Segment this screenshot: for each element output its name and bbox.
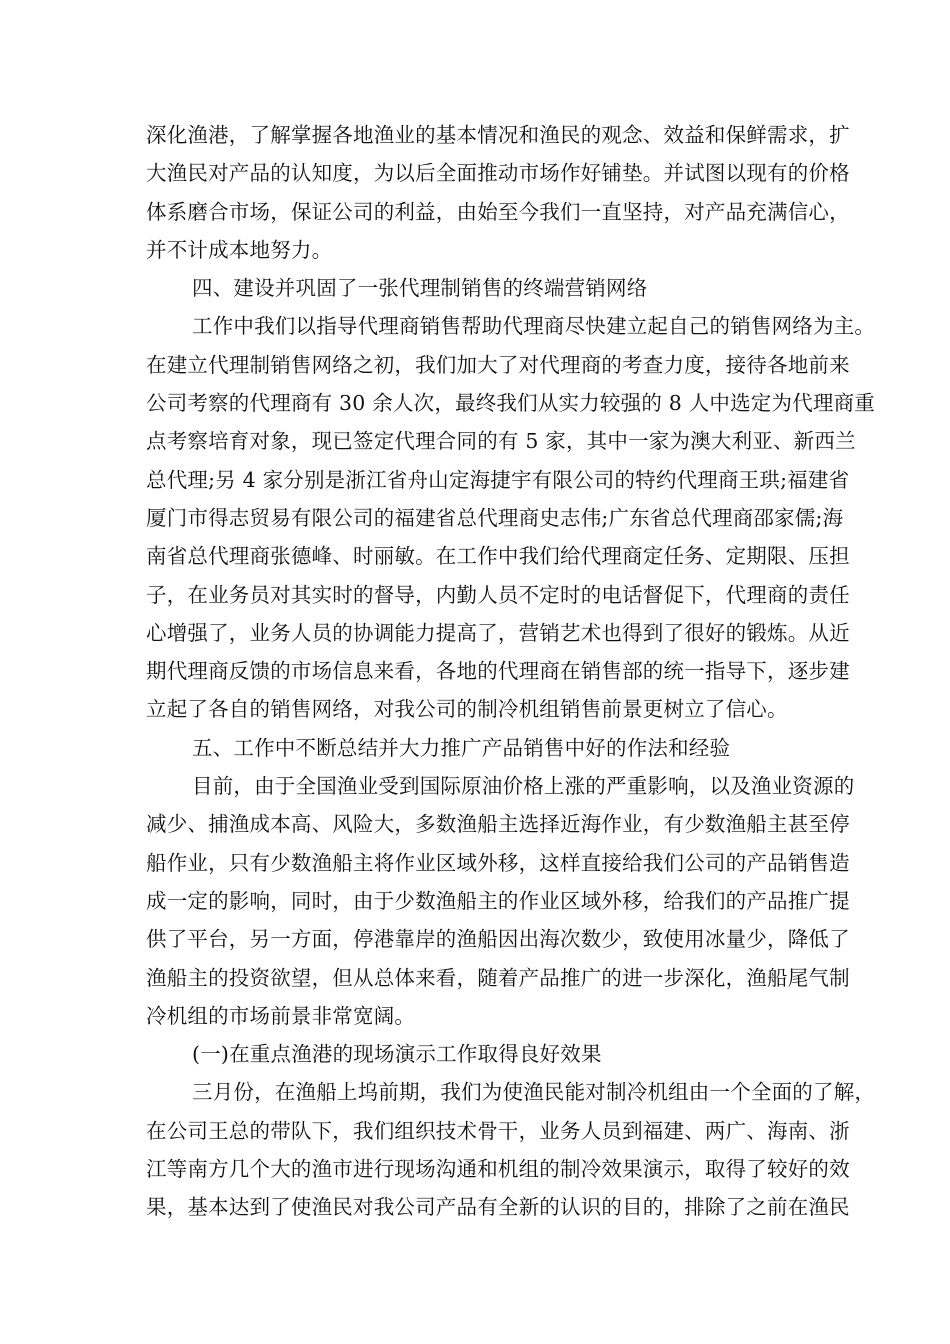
text-line: (一)在重点渔港的现场演示工作取得良好效果 — [192, 1042, 602, 1067]
text-line: 三月份，在渔船上坞前期，我们为使渔民能对制冷机组由一个全面的了解， — [192, 1080, 876, 1105]
text-line: 工作中我们以指导代理商销售帮助代理商尽快建立起自己的销售网络为主。 — [192, 314, 876, 339]
text-line: 五、工作中不断总结并大力推广产品销售中好的作法和经验 — [192, 735, 731, 760]
text-line: 期代理商反馈的市场信息来看，各地的代理商在销售部的统一指导下，逐步建 — [146, 659, 850, 684]
text-line: 四、建设并巩固了一张代理制销售的终端营销网络 — [192, 276, 648, 301]
text-line: 大渔民对产品的认知度，为以后全面推动市场作好铺垫。并试图以现有的价格 — [146, 161, 850, 186]
text-line: 立起了各自的销售网络，对我公司的制冷机组销售前景更树立了信心。 — [146, 697, 788, 722]
text-line: 南省总代理商张德峰、时丽敏。在工作中我们给代理商定任务、定期限、压担 — [146, 544, 850, 569]
text-line: 船作业，只有少数渔船主将作业区域外移，这样直接给我们公司的产品销售造 — [146, 850, 850, 875]
text-line: 渔船主的投资欲望，但从总体来看，随着产品推广的进一步深化，渔船尾气制 — [146, 965, 850, 990]
text-line: 总代理;另 4 家分别是浙江省舟山定海捷宇有限公司的特约代理商王珙;福建省 — [146, 467, 850, 492]
text-line: 在公司王总的带队下，我们组织技术骨干，业务人员到福建、两广、海南、浙 — [146, 1118, 850, 1143]
text-line: 点考察培育对象，现已签定代理合同的有 5 家，其中一家为澳大利亚、新西兰 — [146, 429, 856, 454]
text-line: 江等南方几个大的渔市进行现场沟通和机组的制冷效果演示，取得了较好的效 — [146, 1157, 850, 1182]
text-line: 供了平台，另一方面，停港靠岸的渔船因出海次数少，致使用冰量少，降低了 — [146, 927, 850, 952]
document-body — [146, 116, 876, 1227]
text-line: 果，基本达到了使渔民对我公司产品有全新的认识的目的，排除了之前在渔民 — [146, 1195, 850, 1220]
text-line: 冷机组的市场前景非常宽阔。 — [146, 1003, 416, 1028]
text-line: 并不计成本地努力。 — [146, 237, 333, 262]
text-line: 心增强了，业务人员的协调能力提高了，营销艺术也得到了很好的锻炼。从近 — [146, 620, 850, 645]
text-line: 体系磨合市场，保证公司的利益，由始至今我们一直坚持，对产品充满信心， — [146, 199, 850, 224]
text-line: 深化渔港，了解掌握各地渔业的基本情况和渔民的观念、效益和保鲜需求，扩 — [146, 123, 850, 147]
text-line: 目前，由于全国渔业受到国际原油价格上涨的严重影响，以及渔业资源的 — [192, 774, 855, 799]
text-line: 减少、捕渔成本高、风险大，多数渔船主选择近海作业，有少数渔船主甚至停 — [146, 812, 850, 837]
text-line: 在建立代理制销售网络之初，我们加大了对代理商的考查力度，接待各地前来 — [146, 352, 850, 377]
text-line: 子，在业务员对其实时的督导，内勤人员不定时的电话督促下，代理商的责任 — [146, 582, 850, 607]
text-line: 成一定的影响，同时，由于少数渔船主的作业区域外移，给我们的产品推广提 — [146, 888, 850, 913]
text-line: 厦门市得志贸易有限公司的福建省总代理商史志伟;广东省总代理商邵家儒;海 — [146, 505, 844, 530]
text-line: 公司考察的代理商有 30 余人次，最终我们从实力较强的 8 人中选定为代理商重 — [146, 391, 875, 416]
